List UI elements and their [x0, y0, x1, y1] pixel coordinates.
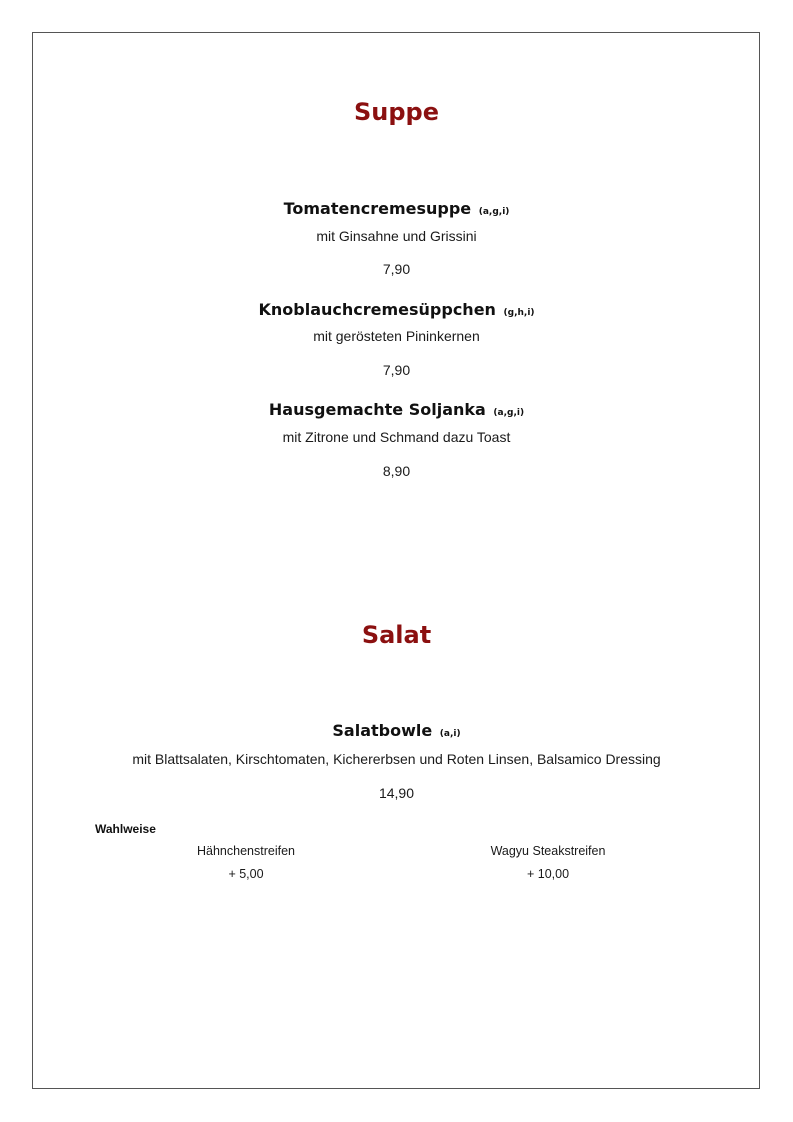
section-title-suppe: Suppe [353, 98, 439, 126]
option-choice [136, 844, 356, 881]
dish-name [0, 199, 793, 218]
dish-title: Salatbowle [332, 721, 433, 740]
dish-price: 7,90 [382, 362, 411, 378]
dish-allergens: (a,i) [439, 729, 461, 739]
option-price: + 5,00 [228, 867, 264, 881]
dish-title: Tomatencremesuppe [283, 199, 472, 218]
dish-description: mit Blattsalaten, Kirschtomaten, Kichererbsen und Roten Linsen, Balsamico Dressing [132, 751, 661, 767]
dish-description: mit Ginsahne und Grissini [316, 228, 477, 244]
dish-title: Hausgemachte Soljanka [268, 400, 486, 419]
option-name: Wagyu Steakstreifen [490, 844, 606, 858]
dish-title: Knoblauchcremesüppchen [258, 300, 496, 319]
dish-allergens: (g,h,i) [503, 308, 535, 318]
dish-name [0, 721, 793, 740]
option-price: + 10,00 [526, 867, 570, 881]
section-title-salat: Salat [361, 621, 432, 649]
options-label: Wahlweise [95, 822, 156, 836]
dish-description: mit gerösteten Pininkernen [313, 328, 480, 344]
dish-price: 7,90 [382, 261, 411, 277]
page-border [32, 32, 760, 1089]
dish-price: 14,90 [378, 785, 415, 801]
dish-allergens: (a,g,i) [478, 207, 510, 217]
dish-description: mit Zitrone und Schmand dazu Toast [282, 429, 511, 445]
option-choice [438, 844, 658, 881]
dish-price: 8,90 [382, 463, 411, 479]
dish-name [0, 300, 793, 319]
option-name: Hähnchenstreifen [197, 844, 295, 858]
dish-allergens: (a,g,i) [493, 408, 525, 418]
dish-name [0, 400, 793, 419]
